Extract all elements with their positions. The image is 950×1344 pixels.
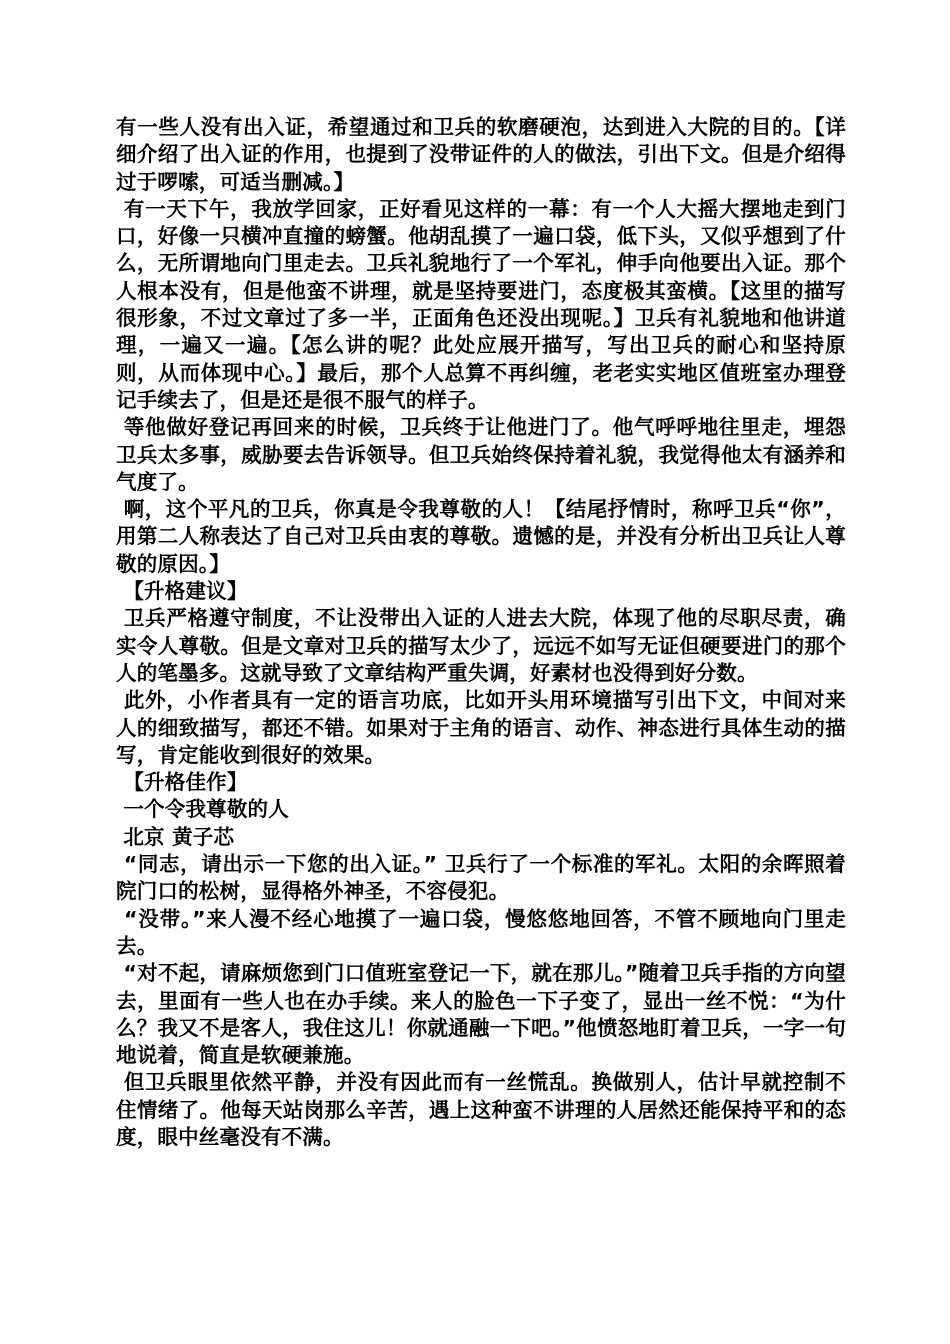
essay-paragraph-3: “对不起，请麻烦您到门口值班室登记一下，就在那儿。”随着卫兵手指的方向望去，里面有一些人也在办手续。来人的脸色一下子变了，显出一丝不悦：“为什么？我又不是客人，我住这儿！你就通融一下吧。”他愤怒地盯着卫兵，一字一句地说着，简直是软硬兼施。	[116, 961, 846, 1068]
paragraph-advice-1: 卫兵严格遵守制度，不让没带出入证的人进去大院，体现了他的尽职尽责，确实令人尊敬。但是文章对卫兵的描写太少了，远远不如写无证但硬要进门的那个人的笔墨多。这就导致了文章结构严重失调，好素材也没得到好分数。	[116, 606, 846, 685]
paragraph-advice-2: 此外，小作者具有一定的语言功底，比如开头用环境描写引出下文，中间对来人的细致描写，都还不错。如果对于主角的语言、动作、神态进行具体生动的描写，肯定能收到很好的效果。	[116, 688, 846, 767]
paragraph-after-registration: 等他做好登记再回来的时候，卫兵终于让他进门了。他气呼呼地往里走，埋怨卫兵太多事，威胁要去告诉领导。但卫兵始终保持着礼貌，我觉得他太有涵养和气度了。	[116, 415, 846, 494]
essay-title: 一个令我尊敬的人	[116, 797, 289, 822]
essay-paragraph-2: “没带。”来人漫不经心地摸了一遍口袋，慢悠悠地回答，不管不顾地向门里走去。	[116, 906, 846, 958]
essay-author: 北京 黄子芯	[116, 824, 235, 849]
essay-paragraph-4: 但卫兵眼里依然平静，并没有因此而有一丝慌乱。换做别人，估计早就控制不住情绪了。他每天站岗那么辛苦，遇上这种蛮不讲理的人居然还能保持平和的态度，眼中丝毫没有不满。	[116, 1070, 846, 1149]
paragraph-intro-end: 有一些人没有出入证，希望通过和卫兵的软磨硬泡，达到进入大院的目的。【详细介绍了出入证的作用，也提到了没带证件的人的做法，引出下文。但是介绍得过于啰嗦，可适当删减。】	[116, 115, 846, 194]
section-heading-upgrade-advice: 【升格建议】	[116, 579, 248, 604]
document-page	[116, 114, 846, 1151]
essay-paragraph-1: “同志，请出示一下您的出入证。” 卫兵行了一个标准的军礼。太阳的余晖照着院门口的松树，显得格外神圣，不容侵犯。	[116, 852, 847, 904]
section-heading-upgraded-essay: 【升格佳作】	[116, 770, 248, 795]
paragraph-conclusion: 啊，这个平凡的卫兵，你真是令我尊敬的人！【结尾抒情时，称呼卫兵“你”，用第二人称表达了自己对卫兵由衷的尊敬。遗憾的是，并没有分析出卫兵让人尊敬的原因。】	[116, 497, 846, 576]
paragraph-afternoon-scene: 有一天下午，我放学回家，正好看见这样的一幕：有一个人大摇大摆地走到门口，好像一只横冲直撞的螃蟹。他胡乱摸了一遍口袋，低下头，又似乎想到了什么，无所谓地向门里走去。卫兵礼貌地行了一个军礼，伸手向他要出入证。那个人根本没有，但是他蛮不讲理，就是坚持要进门，态度极其蛮横。【这里的描写很形象，不过文章过了多一半，正面角色还没出现呢。】卫兵有礼貌地和他讲道理，一遍又一遍。【怎么讲的呢？此处应展开描写，写出卫兵的耐心和坚持原则，从而体现中心。】最后，那个人总算不再纠缠，老老实实地区值班室办理登记手续去了，但是还是很不服气的样子。	[116, 196, 846, 412]
